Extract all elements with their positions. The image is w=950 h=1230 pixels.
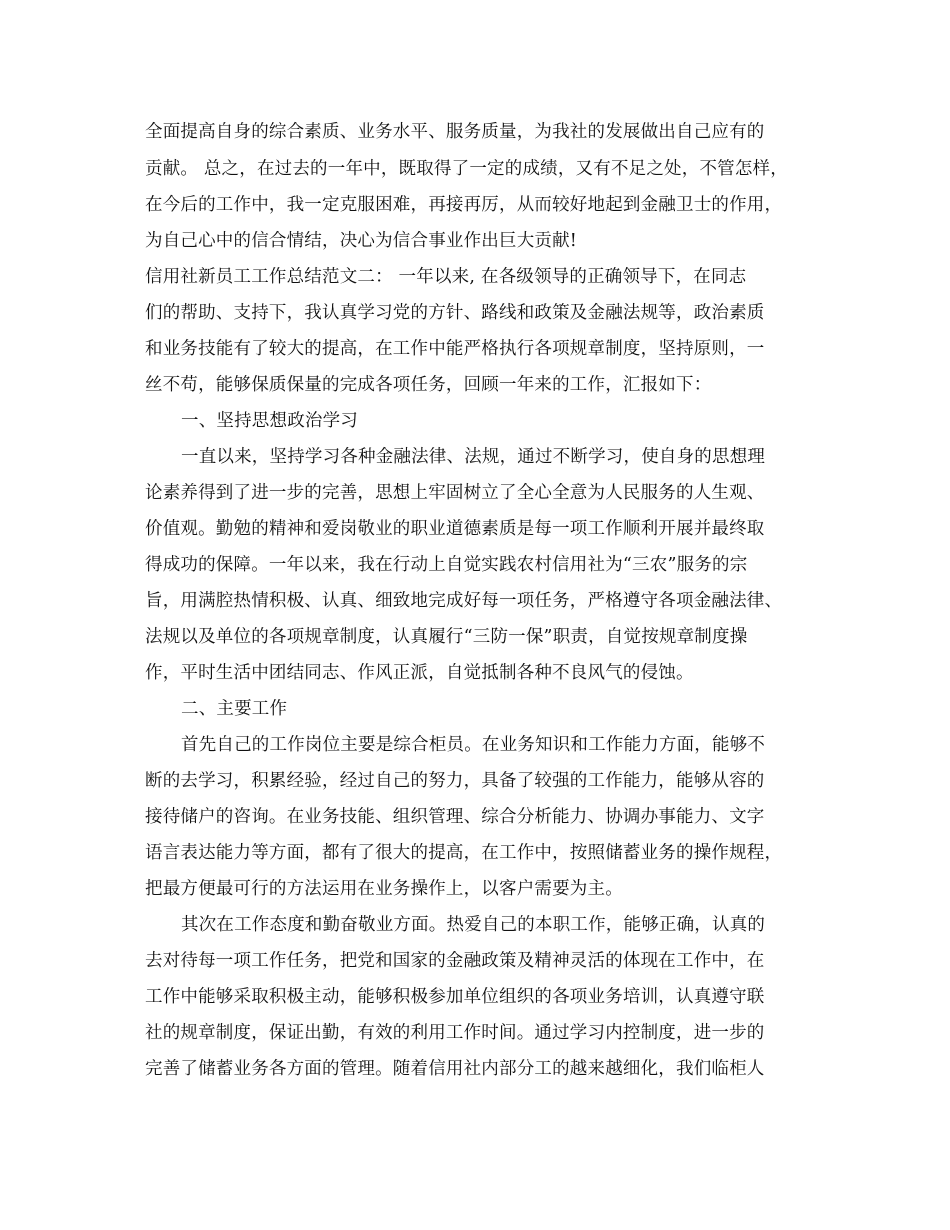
text-line: 旨，用满腔热情积极、认真、细致地完成好每一项任务，严格遵守各项金融法律、 xyxy=(145,591,783,611)
text-line: 其次在工作态度和勤奋敬业方面。热爱自己的本职工作，能够正确，认真的 xyxy=(181,915,766,935)
text-line: 完善了储蓄业务各方面的管理。随着信用社内部分工的越来越细化，我们临柜人 xyxy=(145,1059,765,1079)
text-line: 法规以及单位的各项规章制度，认真履行“三防一保”职责，自觉按规章制度操 xyxy=(145,627,748,647)
text-line: 贡献。 总之，在过去的一年中，既取得了一定的成绩，又有不足之处，不管怎样， xyxy=(145,159,788,179)
section-heading: 一、坚持思想政治学习 xyxy=(181,411,358,431)
text-line: 接待储户的咨询。在业务技能、组织管理、综合分析能力、协调办事能力、文字 xyxy=(145,807,765,827)
text-line: 语言表达能力等方面，都有了很大的提高，在工作中，按照储蓄业务的操作规程， xyxy=(145,843,783,863)
section-heading: 二、主要工作 xyxy=(181,699,288,719)
text-line: 论素养得到了进一步的完善，思想上牢固树立了全心全意为人民服务的人生观、 xyxy=(145,483,765,503)
text-line: 工作中能够采取积极主动，能够积极参加单位组织的各项业务培训，认真遵守联 xyxy=(145,987,765,1007)
text-line: 得成功的保障。一年以来，我在行动上自觉实践农村信用社为“三农”服务的宗 xyxy=(145,555,748,575)
text-line: 首先自己的工作岗位主要是综合柜员。在业务知识和工作能力方面，能够不 xyxy=(181,735,766,755)
text-line: 把最方便最可行的方法运用在业务操作上，以客户需要为主。 xyxy=(145,879,623,899)
text-line: 一直以来，坚持学习各种金融法律、法规，通过不断学习，使自身的思想理 xyxy=(181,447,766,467)
text-line: 断的去学习，积累经验，经过自己的努力，具备了较强的工作能力，能够从容的 xyxy=(145,771,765,791)
text-line: 社的规章制度，保证出勤，有效的利用工作时间。通过学习内控制度，进一步的 xyxy=(145,1023,765,1043)
text-line: 作，平时生活中团结同志、作风正派，自觉抵制各种不良风气的侵蚀。 xyxy=(145,663,694,683)
text-line: 价值观。勤勉的精神和爱岗敬业的职业道德素质是每一项工作顺利开展并最终取 xyxy=(145,519,765,539)
text-line: 在今后的工作中，我一定克服困难，再接再厉，从而较好地起到金融卫士的作用， xyxy=(145,195,783,215)
section-heading-line: 信用社新员工工作总结范文二： 一年以来, 在各级领导的正确领导下，在同志 xyxy=(145,267,747,287)
text-line: 们的帮助、支持下，我认真学习党的方针、路线和政策及金融法规等，政治素质 xyxy=(145,303,765,323)
text-line: 全面提高自身的综合素质、业务水平、服务质量，为我社的发展做出自己应有的 xyxy=(145,122,765,142)
text-line: 丝不苟，能够保质保量的完成各项任务，回顾一年来的工作，汇报如下： xyxy=(145,375,712,395)
text-line: 为自己心中的信合情结，决心为信合事业作出巨大贡献! xyxy=(145,231,578,251)
text-line: 去对待每一项工作任务，把党和国家的金融政策及精神灵活的体现在工作中，在 xyxy=(145,951,765,971)
text-line: 和业务技能有了较大的提高，在工作中能严格执行各项规章制度，坚持原则，一 xyxy=(145,339,765,359)
